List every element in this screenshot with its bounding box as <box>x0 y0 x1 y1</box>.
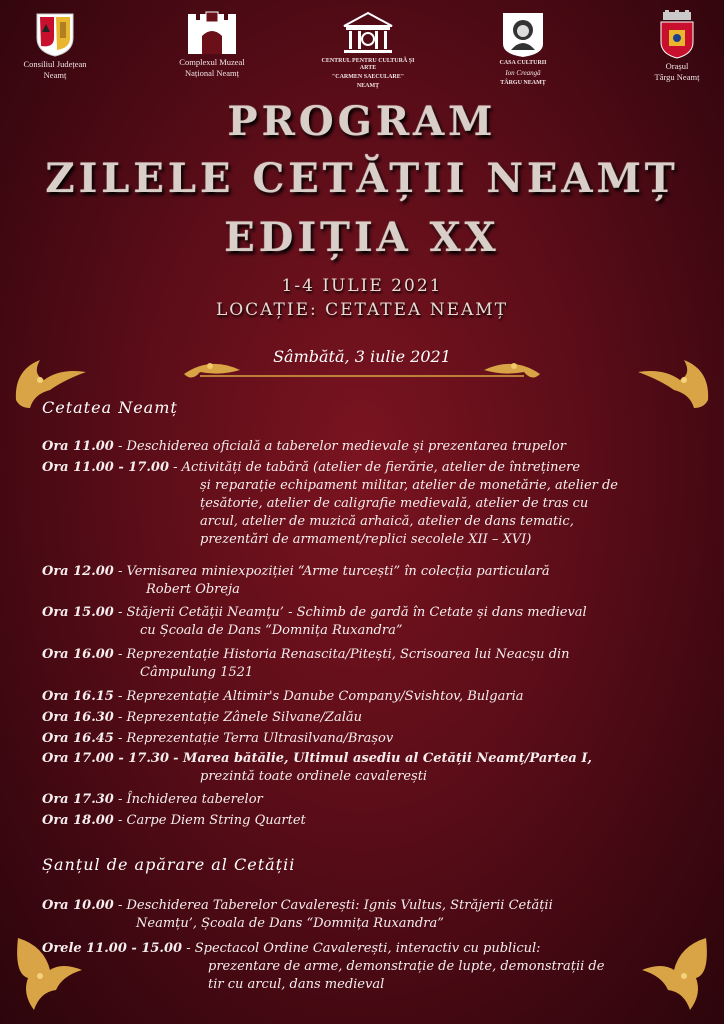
event-text-cont: Robert Obreja <box>146 582 240 597</box>
section-heading-cetatea: Cetatea Neamț <box>42 398 178 417</box>
schedule-item <box>42 563 682 599</box>
event-text-cont: cu Școala de Dans “Domnița Ruxandra” <box>140 623 403 638</box>
town-crest-icon <box>657 10 697 60</box>
event-time: Ora 11.00 - 17.00 <box>42 460 169 475</box>
event-text-cont: și reparație echipament militar, atelier de monetărie, atelier de <box>200 478 618 493</box>
event-text-cont: prezintă toate ordinele cavalerești <box>200 769 428 784</box>
event-text: - Reprezentație Terra Ultrasilvana/Brașov <box>117 731 394 746</box>
event-time: Ora 16.15 <box>42 689 114 704</box>
schedule-item <box>42 688 682 706</box>
logo-caption-line2: Neamț <box>43 70 67 80</box>
logo-caption-line1: Complexul Muzeal <box>179 57 245 67</box>
schedule-item <box>42 730 682 748</box>
title-event-name: ZILELE CETĂȚII NEAMȚ <box>45 155 679 202</box>
portrait-badge-icon <box>500 10 546 58</box>
event-text-cont: prezentări de armament/replici secolele XII – XVI) <box>200 532 532 547</box>
event-text: - Marea bătălie, Ultimul asediu al Cetății Neamț/Partea I, <box>173 751 592 766</box>
event-time: Ora 16.00 <box>42 647 114 662</box>
event-text: - Carpe Diem String Quartet <box>117 813 306 828</box>
schedule-item <box>42 709 682 727</box>
county-crest-icon <box>33 10 77 58</box>
schedule-item <box>42 604 682 640</box>
logo-caption-line2: Târgu Neamț <box>654 72 700 82</box>
schedule-item <box>42 750 682 786</box>
event-text: - Spectacol Ordine Cavalerești, interactiv cu publicul: <box>186 941 541 956</box>
logo-caption-line2: Național Neamț <box>184 68 240 78</box>
event-time: Ora 15.00 <box>42 605 114 620</box>
event-text: - Stăjerii Cetății Neamțu’ - Schimb de gardă în Cetate și dans medieval <box>117 605 587 620</box>
event-text: - Deschiderea Taberelor Cavalerești: Ignis Vultus, Străjerii Cetății <box>117 898 553 913</box>
schedule-item <box>42 812 682 830</box>
event-text: - Activități de tabără (atelier de fierărie, atelier de întreținere <box>173 460 581 475</box>
logo-caption-line2: Ion Creangă <box>505 69 541 77</box>
event-text-cont: arcul, atelier de muzică arhaică, atelier de dans tematic, <box>200 514 574 529</box>
event-time: Orele 11.00 - 15.00 <box>42 941 183 956</box>
event-time: Ora 17.00 - 17.30 <box>42 751 169 766</box>
logo-orasul-targu-neamt <box>622 10 724 82</box>
event-text: - Reprezentație Zânele Silvane/Zalău <box>117 710 362 725</box>
event-text-cont: Neamțu’, Școala de Dans “Domnița Ruxandra” <box>136 916 444 931</box>
event-text: - Vernisarea miniexpoziției “Arme turcești” în colecția particulară <box>117 564 550 579</box>
title-program: PROGRAM <box>227 98 497 145</box>
event-time: Ora 11.00 <box>42 439 114 454</box>
event-text: - Deschiderea oficială a taberelor medievale și prezentarea trupelor <box>117 439 566 454</box>
event-text-cont: tir cu arcul, dans medieval <box>208 977 385 992</box>
event-time: Ora 16.45 <box>42 731 114 746</box>
schedule-item <box>42 646 682 682</box>
schedule-item <box>42 459 682 549</box>
event-time: Ora 16.30 <box>42 710 114 725</box>
event-text: - Închiderea taberelor <box>117 792 263 807</box>
logo-caption-line3: TÂRGU NEAMȚ <box>500 80 546 86</box>
event-time: Ora 18.00 <box>42 813 114 828</box>
logo-centrul-cultura <box>313 10 423 90</box>
logo-caption-line1: Orașul <box>665 61 689 71</box>
logo-caption-line1: CASA CULTURII <box>499 60 547 66</box>
schedule-item <box>42 897 682 933</box>
logo-caption-line1: Consiliul Județean <box>23 59 87 69</box>
logo-caption-line1: CENTRUL PENTRU CULTURĂ ȘI ARTE <box>321 58 415 71</box>
temple-icon <box>340 10 396 56</box>
schedule-item <box>42 791 682 809</box>
event-text: - Reprezentație Altimir's Danube Company/Svishtov, Bulgaria <box>117 689 524 704</box>
event-text-cont: Câmpulung 1521 <box>140 665 254 680</box>
logo-row <box>0 10 724 102</box>
logo-casa-culturii <box>468 10 578 87</box>
event-location: LOCAȚIE: CETATEA NEAMȚ <box>215 300 509 320</box>
title-edition: EDIȚIA XX <box>224 214 500 261</box>
event-time: Ora 10.00 <box>42 898 114 913</box>
logo-complexul-muzeal <box>157 10 267 78</box>
corner-ornament-icon <box>634 350 714 410</box>
day-heading: Sâmbătă, 3 iulie 2021 <box>273 347 451 366</box>
schedule-item <box>42 940 682 994</box>
event-time: Ora 17.30 <box>42 792 114 807</box>
section-heading-santul: Șanțul de apărare al Cetății <box>42 855 296 874</box>
event-text: - Reprezentație Historia Renascita/Pitești, Scrisoarea lui Neacșu din <box>117 647 570 662</box>
event-text-cont: țesătorie, atelier de caligrafie medievală, atelier de tras cu <box>200 496 589 511</box>
logo-caption-line3: NEAMȚ <box>356 83 380 89</box>
event-time: Ora 12.00 <box>42 564 114 579</box>
schedule-item <box>42 438 682 456</box>
logo-caption-line2: "CARMEN SAECULARE" <box>331 74 405 80</box>
event-text-cont: prezentare de arme, demonstrație de lupte, demonstrații de <box>208 959 605 974</box>
event-dates: 1-4 IULIE 2021 <box>281 276 443 296</box>
castle-icon <box>184 10 240 56</box>
logo-consiliul-judetean <box>0 10 110 80</box>
